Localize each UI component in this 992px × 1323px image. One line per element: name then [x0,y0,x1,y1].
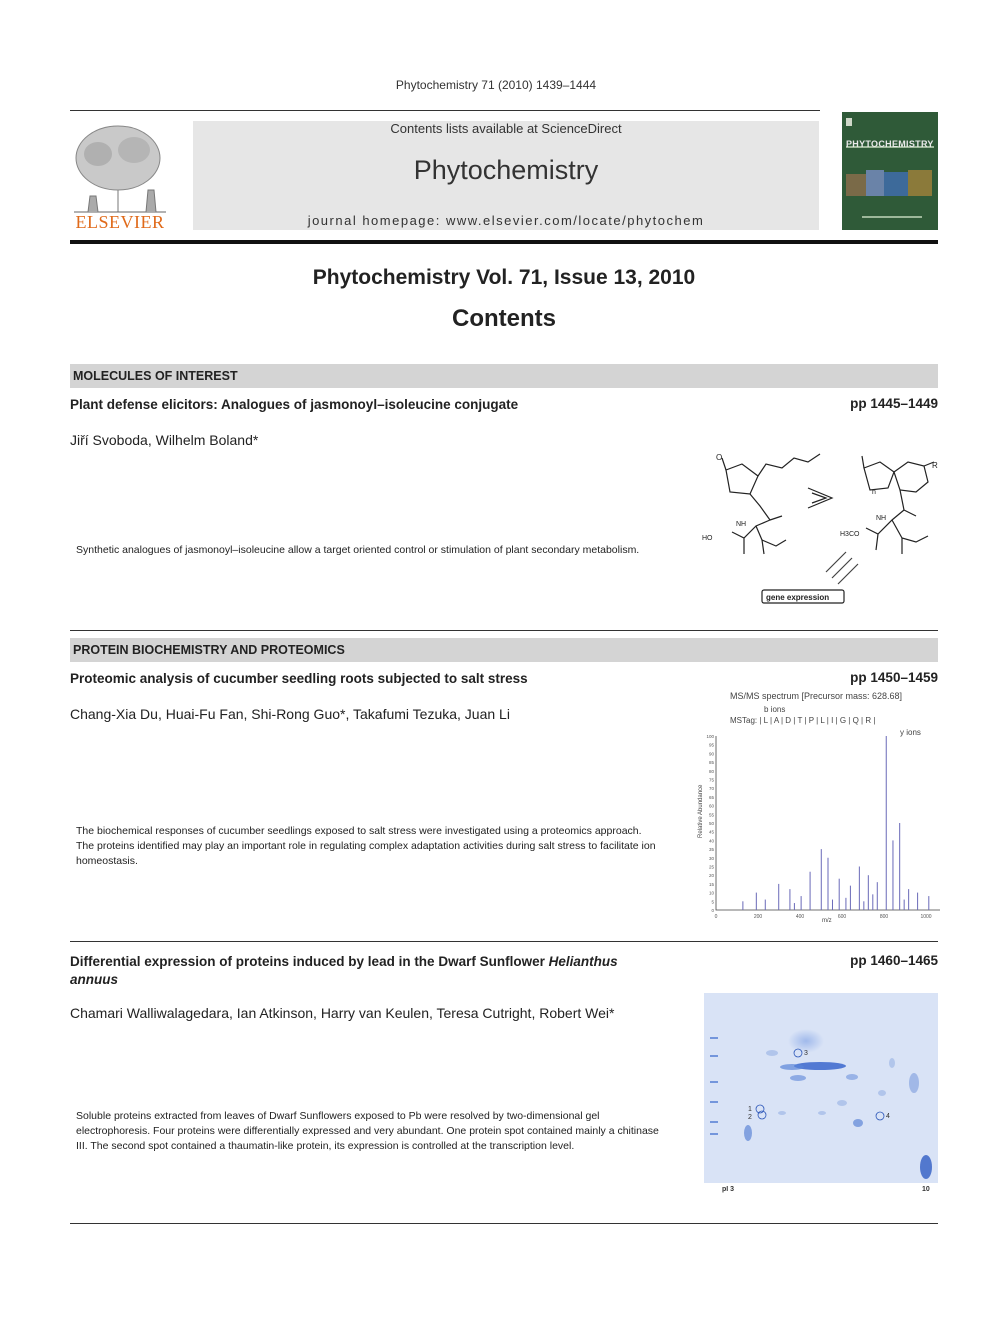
peptide-sequence: MSTag: | L | A | D | T | P | L | I | G | Q | R | [730,716,876,725]
y-tick-label: 5 [711,899,714,905]
x-tick-label: 600 [837,914,847,920]
gel-ph-right: 10 [922,1186,930,1193]
y-tick-label: 60 [708,803,714,809]
article-authors: Jiří Svoboda, Wilhelm Boland* [70,432,259,448]
section-title: MOLECULES OF INTEREST [73,369,238,383]
y-axis-label: Relative Abundance [698,784,704,838]
svg-text:NH: NH [876,515,887,522]
article-divider [70,941,938,942]
gel-spot-label: 3 [804,1050,808,1057]
y-tick-label: 65 [708,794,714,800]
jasmonoyl-structure-figure [696,442,944,608]
issue-title: Phytochemistry Vol. 71, Issue 13, 2010 [312,266,696,289]
journal-name: Phytochemistry [413,155,599,185]
y-tick-label: 85 [708,760,714,766]
h3co-label: H3CO [840,531,860,538]
section-divider [70,630,938,631]
oxygen-label: O [716,453,723,462]
article-title[interactable]: Proteomic analysis of cucumber seedling roots subjected to salt stress [70,671,528,686]
y-ions-label: y ions [900,728,921,737]
y-tick-label: 20 [708,873,714,879]
ho-label: HO [702,535,713,542]
r-group-label: R [932,461,938,470]
article-pages: pp 1450–1459 [850,670,938,685]
y-tick-label: 45 [708,829,714,835]
y-tick-label: 80 [708,768,714,774]
y-tick-label: 15 [708,881,714,887]
article-pages: pp 1445–1449 [850,396,938,411]
article-abstract: Soluble proteins extracted from leaves of Dwarf Sunflowers exposed to Pb were resolved by two-dimensional gel electrophoresis. Four proteins were differentially expressed and very abundant. One protein spot contained mainly a chitinase III. The second spot contained a thaumatin-like protein, its expression is controlled at the transcription level. [76,1110,659,1152]
article-authors: Chamari Walliwalagedara, Ian Atkinson, Harry van Keulen, Teresa Cutright, Robert Wei* [70,1005,615,1021]
article-title[interactable] [70,953,650,989]
x-tick-label: 400 [795,914,805,920]
2d-gel-figure [702,993,940,1195]
gel-ph-left: pI 3 [722,1186,735,1193]
ms-spectrum-figure [696,688,944,928]
species-name: Helianthus annuus [70,954,618,987]
y-tick-label: 55 [708,812,714,818]
y-tick-label: 100 [706,734,714,739]
x-tick-label: 800 [879,914,889,920]
b-ions-label: b ions [764,705,786,714]
x-tick-label: 200 [753,914,763,920]
article-abstract: The biochemical responses of cucumber seedlings exposed to salt stress were investigated using a proteomics approach. The proteins identified may play an important role in regulating complex adaptation activities during salt stress to facilitate ion homeostasis. [76,825,656,867]
x-tick-label: 0 [714,914,718,920]
spectrum-caption: MS/MS spectrum [Precursor mass: 628.68] [730,691,903,701]
gel-spot-label: 2 [748,1114,752,1121]
gene-expression-label: gene expression [766,593,830,602]
svg-text:NH: NH [736,521,747,528]
y-tick-label: 90 [708,751,714,757]
elsevier-wordmark: ELSEVIER [75,212,165,232]
y-tick-label: 75 [708,777,714,783]
article-title[interactable]: Plant defense elicitors: Analogues of jasmonoyl–isoleucine conjugate [70,397,519,412]
article-abstract: Synthetic analogues of jasmonoyl–isoleucine allow a target oriented control or stimulation of plant secondary metabolism. [76,544,640,556]
journal-homepage-link[interactable]: journal homepage: www.elsevier.com/locate/phytochem [307,213,705,228]
article-title-text: Differential expression of proteins induced by lead in the Dwarf Sunflower [70,954,549,969]
cover-title: PHYTOCHEMISTRY [846,139,934,149]
contents-heading: Contents [452,305,556,332]
sciencedirect-notice[interactable]: Contents lists available at ScienceDirect [390,121,622,136]
journal-citation: Phytochemistry 71 (2010) 1439–1444 [395,78,597,92]
y-tick-label: 40 [708,838,714,844]
gel-spot-label: 1 [748,1106,752,1113]
header-rule [70,110,820,111]
header-thick-rule [70,240,938,244]
y-tick-label: 95 [708,742,714,748]
y-tick-label: 70 [708,786,714,792]
section-title: PROTEIN BIOCHEMISTRY AND PROTEOMICS [73,643,345,657]
n-label: n [872,489,876,496]
bottom-rule [70,1223,938,1224]
y-tick-label: 10 [708,890,714,896]
article-authors: Chang-Xia Du, Huai-Fu Fan, Shi-Rong Guo*, Takafumi Tezuka, Juan Li [70,706,510,722]
y-tick-label: 30 [708,855,714,861]
article-pages: pp 1460–1465 [850,953,938,968]
x-axis-label: m/z [822,918,832,924]
gel-spot-label: 4 [886,1113,890,1120]
x-tick-label: 1000 [920,914,932,920]
y-tick-label: 0 [711,908,714,913]
y-tick-label: 35 [708,847,714,853]
y-tick-label: 50 [708,821,714,826]
journal-cover-image [842,112,938,230]
y-tick-label: 25 [708,864,714,870]
